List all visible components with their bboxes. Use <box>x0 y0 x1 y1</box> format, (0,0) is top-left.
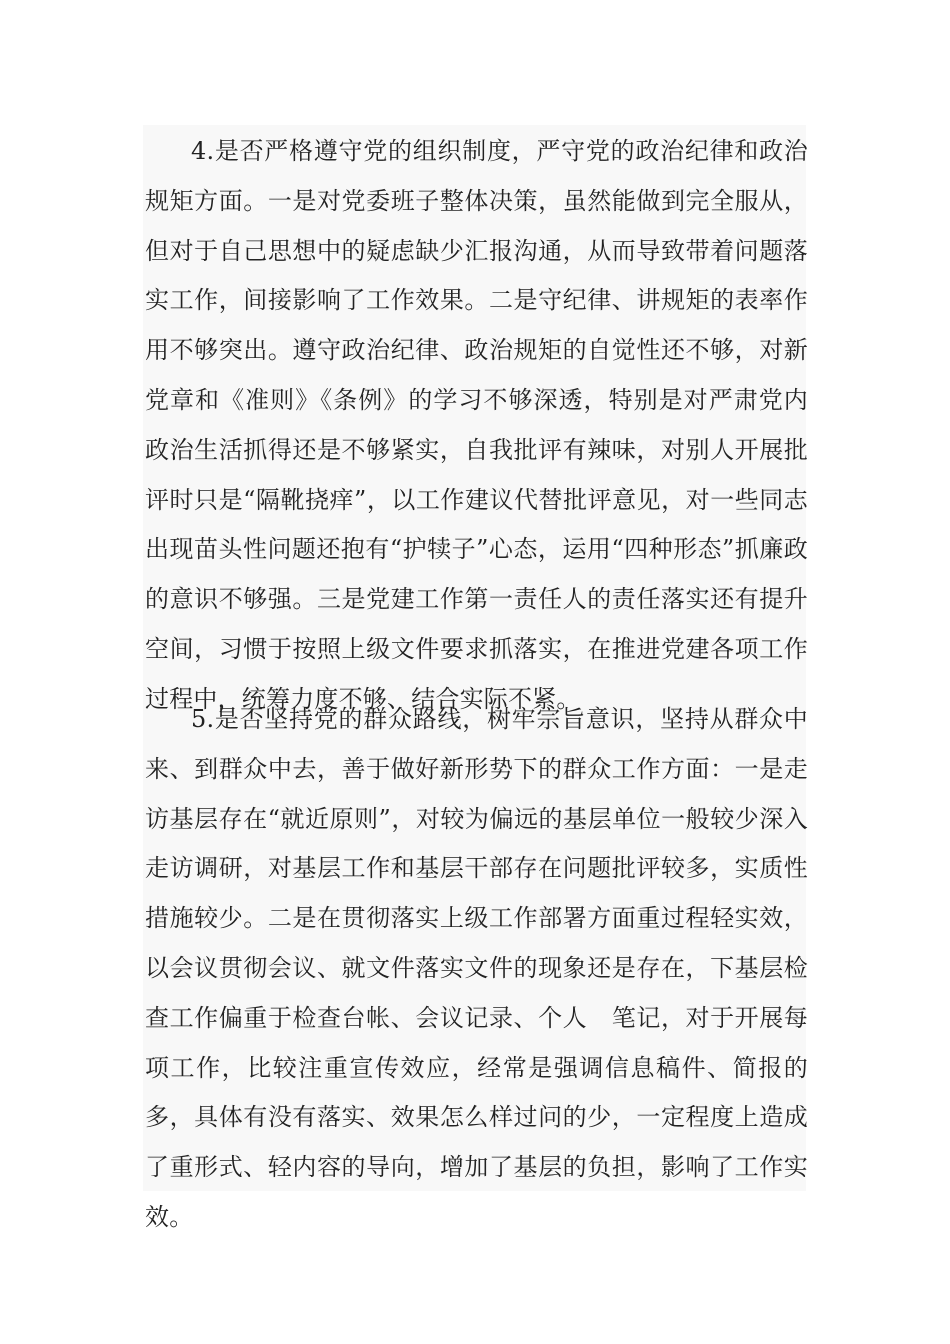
paragraph-5: 5.是否坚持党的群众路线，树牢宗旨意识，坚持从群众中来、到群众中去，善于做好新形势下的群众工作方面：一是走访基层存在“就近原则”，对较为偏远的基层单位一般较少深入走访调研，对基层工作和基层干部存在问题批评较多，实质性措施较少。二是在贯彻落实上级工作部署方面重过程轻实效，以会议贯彻会议、就文件落实文件的现象还是存在，下基层检查工作偏重于检查台帐、会议记录、个人 笔记，对于开展每项工作，比较注重宣传效应，经常是强调信息稿件、简报的多，具体有没有落实、效果怎么样过问的少，一定程度上造成了重形式、轻内容的导向，增加了基层的负担，影响了工作实效。 <box>145 705 808 1231</box>
paragraph-4: 4.是否严格遵守党的组织制度，严守党的政治纪律和政治规矩方面。一是对党委班子整体决策，虽然能做到完全服从，但对于自己思想中的疑虑缺少汇报沟通，从而导致带着问题落实工作，间接影响了工作效果。二是守纪律、讲规矩的表率作用不够突出。遵守政治纪律、政治规矩的自觉性还不够，对新党章和《准则》《条例》的学习不够深透，特别是对严肃党内政治生活抓得还是不够紧实，自我批评有辣味，对别人开展批评时只是“隔靴挠痒”，以工作建议代替批评意见，对一些同志出现苗头性问题还抱有“护犊子”心态，运用“四种形态”抓廉政的意识不够强。三是党建工作第一责任人的责任落实还有提升空间，习惯于按照上级文件要求抓落实，在推进党建各项工作过程中，统筹力度不够、结合实际不紧。 <box>145 137 808 713</box>
document-body <box>143 125 808 1231</box>
